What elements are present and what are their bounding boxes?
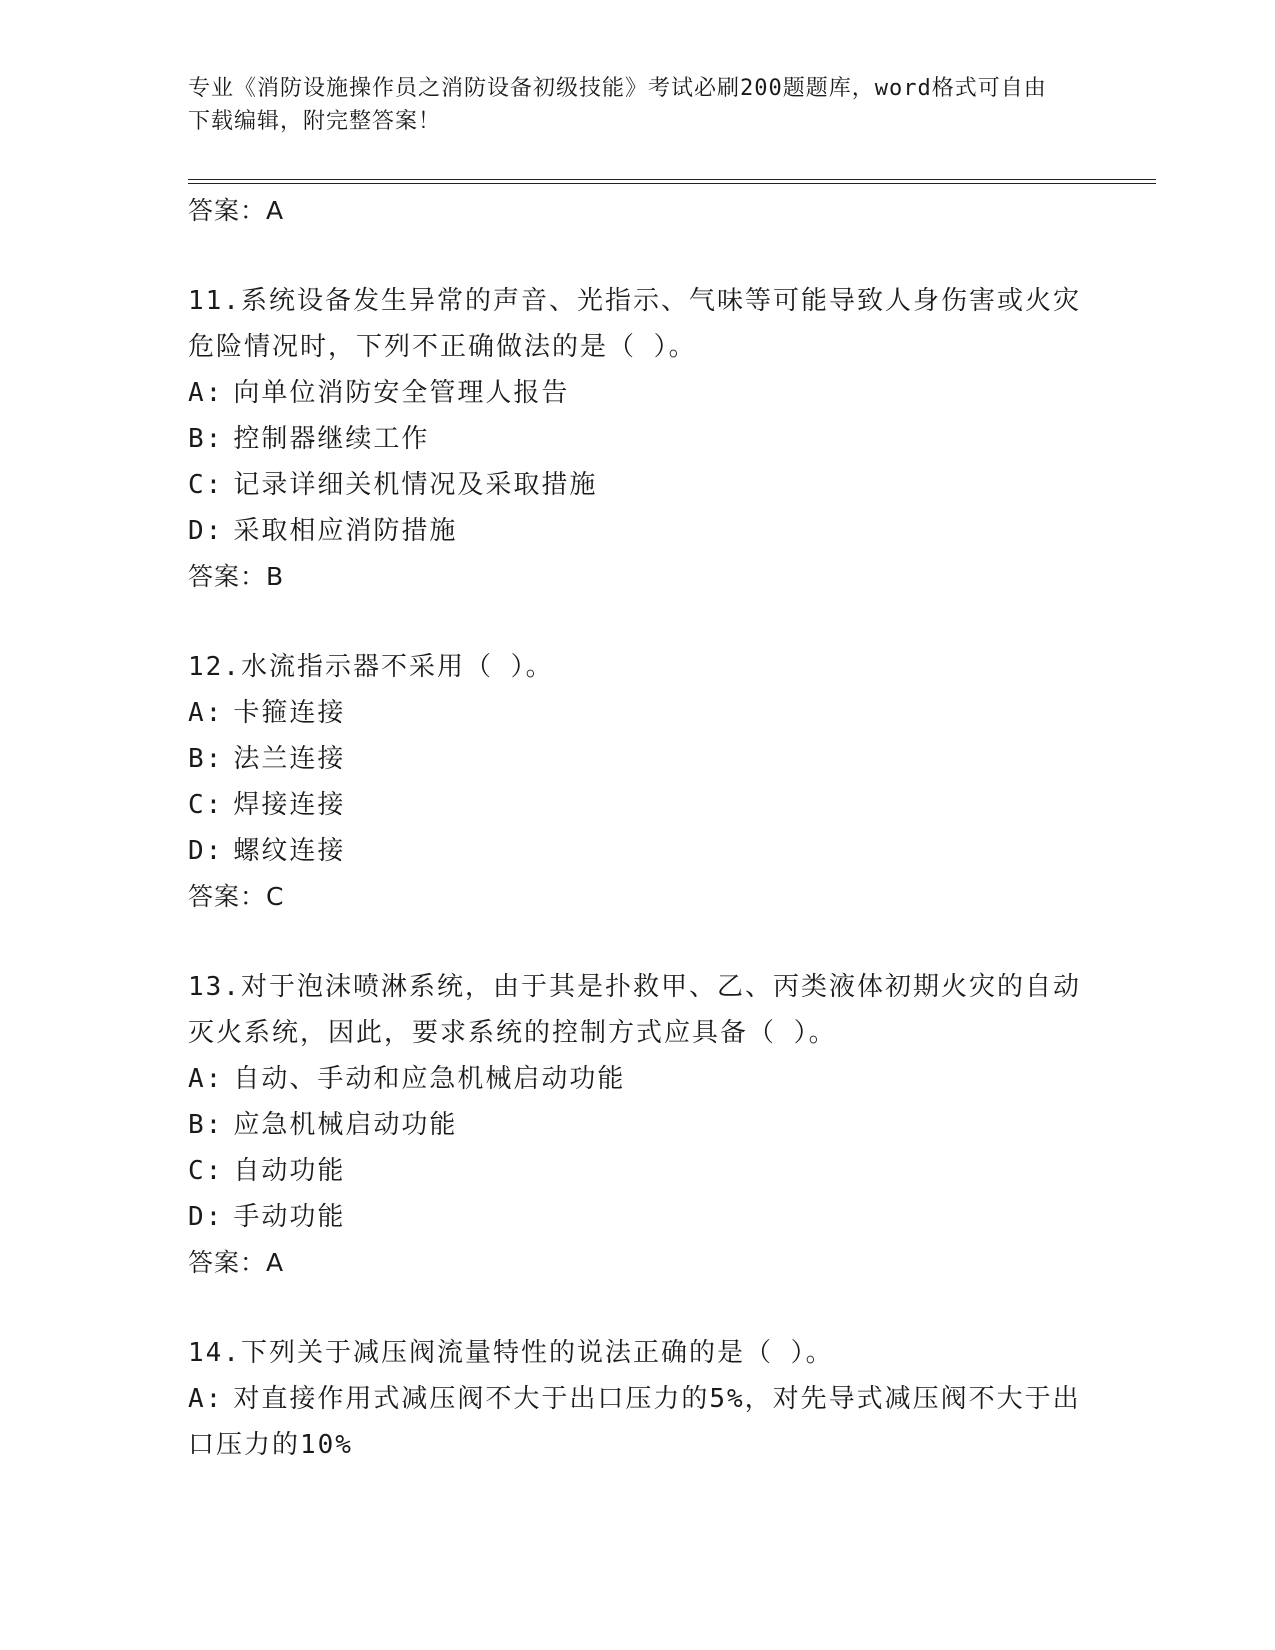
question-stem: 11.系统设备发生异常的声音、光指示、气味等可能导致人身伤害或火灾危险情况时，下列不正确做法的是（ ）。 bbox=[188, 286, 1081, 362]
option-letter: C: bbox=[188, 470, 224, 500]
option-letter: D: bbox=[188, 516, 224, 546]
option-letter: C: bbox=[188, 790, 224, 820]
option-b bbox=[188, 1102, 1088, 1148]
option-a bbox=[188, 370, 1088, 416]
option-text: 卡箍连接 bbox=[233, 698, 346, 728]
question-block bbox=[188, 1330, 1088, 1468]
option-letter: A: bbox=[188, 1064, 224, 1094]
option-letter: B: bbox=[188, 1110, 224, 1140]
question-stem: 12.水流指示器不采用（ ）。 bbox=[188, 652, 554, 682]
header-rule-bottom bbox=[188, 183, 1156, 184]
option-c bbox=[188, 1148, 1088, 1194]
option-a bbox=[188, 1376, 1088, 1468]
option-text: 法兰连接 bbox=[233, 744, 346, 774]
option-d bbox=[188, 1194, 1088, 1240]
option-letter: A: bbox=[188, 1384, 224, 1414]
option-letter: D: bbox=[188, 1202, 224, 1232]
option-text: 应急机械启动功能 bbox=[233, 1110, 458, 1140]
answer-line: 答案：A bbox=[188, 1248, 285, 1277]
option-b bbox=[188, 416, 1088, 462]
option-text: 记录详细关机情况及采取措施 bbox=[233, 470, 598, 500]
option-d bbox=[188, 828, 1088, 874]
question-list bbox=[188, 188, 1088, 1468]
question-stem: 14.下列关于减压阀流量特性的说法正确的是（ ）。 bbox=[188, 1338, 834, 1368]
option-a bbox=[188, 690, 1088, 736]
option-a bbox=[188, 1056, 1088, 1102]
option-text: 螺纹连接 bbox=[233, 836, 346, 866]
option-letter: C: bbox=[188, 1156, 224, 1186]
question-block bbox=[188, 644, 1088, 920]
option-c bbox=[188, 462, 1088, 508]
answer-line: 答案：A bbox=[188, 196, 285, 225]
option-letter: A: bbox=[188, 698, 224, 728]
option-text: 向单位消防安全管理人报告 bbox=[233, 378, 570, 408]
question-block bbox=[188, 964, 1088, 1286]
option-letter: B: bbox=[188, 744, 224, 774]
question-block bbox=[188, 278, 1088, 600]
option-d bbox=[188, 508, 1088, 554]
page-header: 专业《消防设施操作员之消防设备初级技能》考试必刷200题题库，word格式可自由下载编辑，附完整答案！ bbox=[188, 76, 1047, 134]
option-text: 自动、手动和应急机械启动功能 bbox=[233, 1064, 626, 1094]
option-text: 控制器继续工作 bbox=[233, 424, 430, 454]
option-c bbox=[188, 782, 1088, 828]
answer-line: 答案：B bbox=[188, 562, 285, 591]
option-text: 自动功能 bbox=[233, 1156, 346, 1186]
question-stem: 13.对于泡沫喷淋系统，由于其是扑救甲、乙、丙类液体初期火灾的自动灭火系统，因此，要求系统的控制方式应具备（ ）。 bbox=[188, 972, 1081, 1048]
option-text: 手动功能 bbox=[233, 1202, 346, 1232]
answer-line: 答案：C bbox=[188, 882, 285, 911]
option-letter: B: bbox=[188, 424, 224, 454]
option-letter: A: bbox=[188, 378, 224, 408]
option-text: 采取相应消防措施 bbox=[233, 516, 458, 546]
option-text: 对直接作用式减压阀不大于出口压力的5%，对先导式减压阀不大于出口压力的10% bbox=[188, 1384, 1081, 1460]
header-rule-top bbox=[188, 179, 1156, 180]
option-letter: D: bbox=[188, 836, 224, 866]
option-b bbox=[188, 736, 1088, 782]
option-text: 焊接连接 bbox=[233, 790, 346, 820]
